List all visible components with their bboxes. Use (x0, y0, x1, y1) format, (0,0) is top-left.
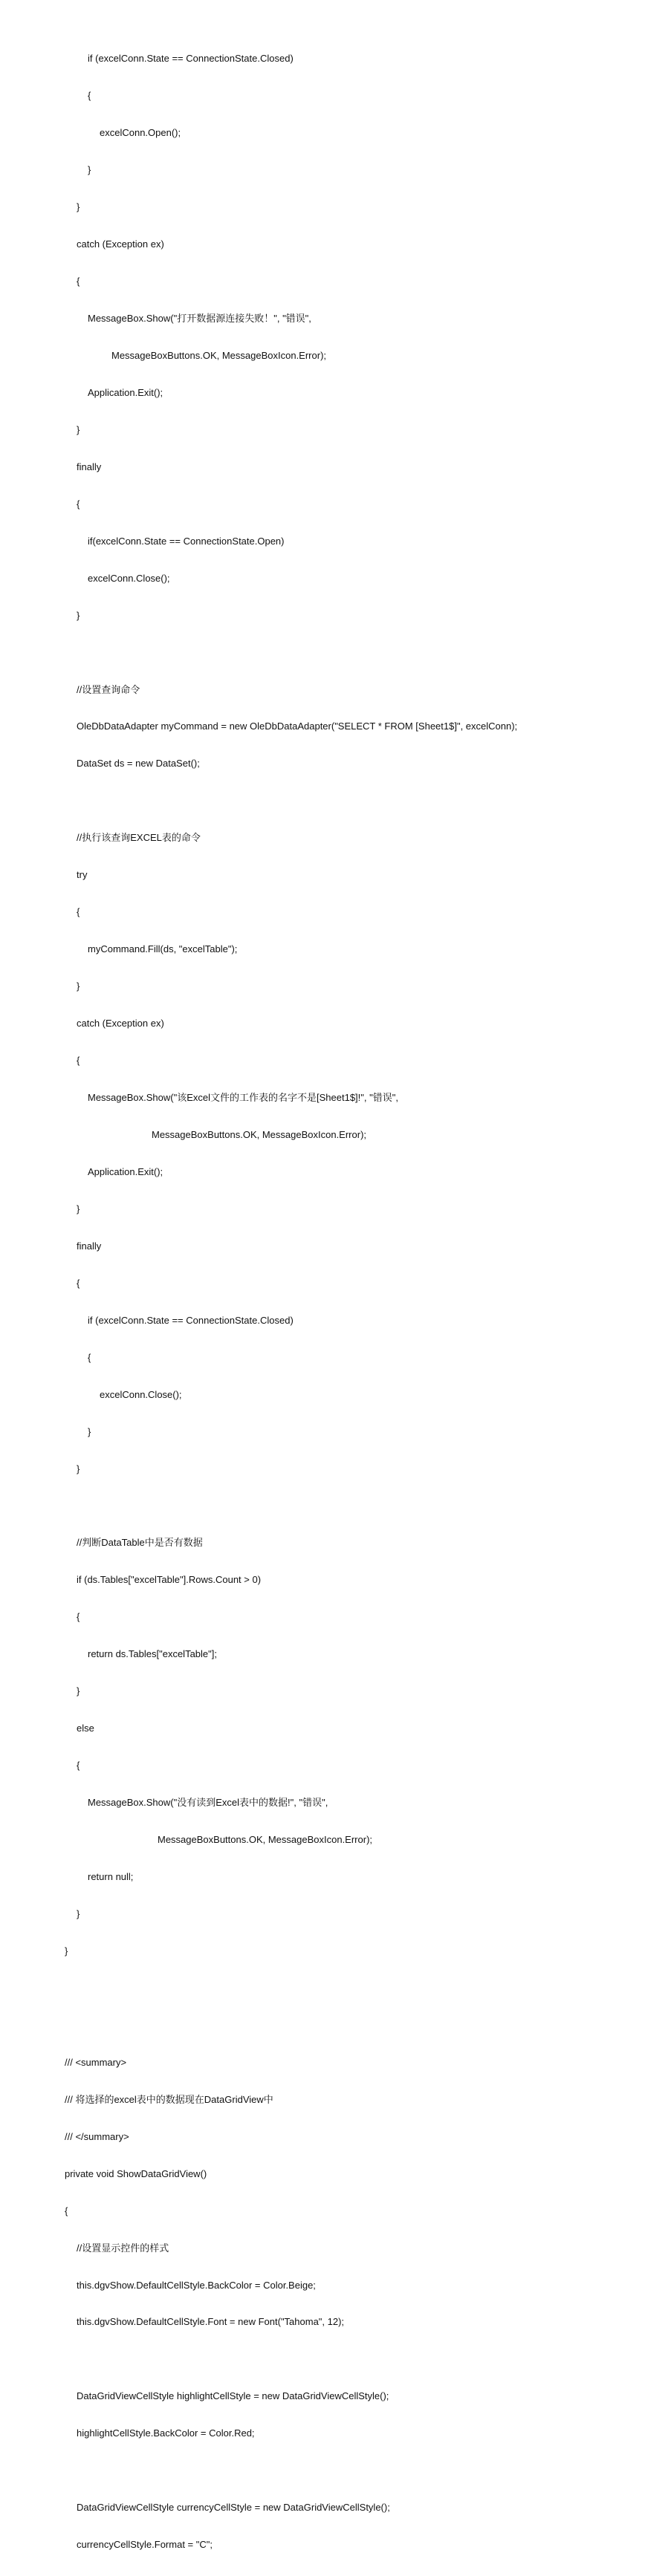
code-line: try (77, 869, 88, 881)
code-line: if (ds.Tables["excelTable"].Rows.Count > 0) (77, 1574, 262, 1586)
code-comment: /// 将选择的excel表中的数据现在DataGridView中 (65, 2093, 273, 2105)
code-line: DataSet ds = new DataSet(); (77, 758, 200, 770)
code-line: if (excelConn.State == ConnectionState.Closed) (88, 53, 294, 65)
code-line: { (77, 498, 80, 510)
code-line: this.dgvShow.DefaultCellStyle.BackColor = Color.Beige; (77, 2279, 316, 2291)
code-line: } (77, 1203, 80, 1214)
code-line: excelConn.Open(); (100, 127, 181, 139)
code-line: return null; (88, 1871, 134, 1883)
code-line: } (77, 201, 80, 213)
code-line: MessageBox.Show("没有读到Excel表中的数据!", "错误", (88, 1797, 328, 1809)
code-line: excelConn.Close(); (100, 1388, 182, 1400)
code-listing (65, 28, 517, 2576)
code-line (65, 2465, 517, 2477)
code-line: else (77, 1723, 94, 1734)
code-line: catch (Exception ex) (77, 1018, 164, 1030)
code-line: excelConn.Close(); (88, 572, 170, 584)
code-comment: /// <summary> (65, 2056, 127, 2068)
code-line (65, 2020, 517, 2032)
code-line: MessageBox.Show("打开数据源连接失败！", "错误", (88, 312, 311, 324)
code-line: { (77, 906, 80, 918)
code-line: finally (77, 1240, 102, 1252)
code-line: catch (Exception ex) (77, 238, 164, 250)
code-line: MessageBoxButtons.OK, MessageBoxIcon.Error); (152, 1128, 367, 1140)
code-line: { (77, 1611, 80, 1623)
code-line (65, 647, 517, 660)
code-line (65, 2353, 517, 2366)
code-line: } (77, 980, 80, 992)
code-comment: //执行该查询EXCEL表的命令 (77, 832, 201, 844)
code-line: } (88, 164, 91, 176)
code-line: OleDbDataAdapter myCommand = new OleDbDataAdapter("SELECT * FROM [Sheet1$]", excelConn); (77, 721, 518, 732)
code-line: } (77, 423, 80, 435)
code-comment: //设置显示控件的样式 (77, 2242, 169, 2254)
code-line: } (77, 1907, 80, 1919)
code-line: currencyCellStyle.Format = "C"; (77, 2539, 213, 2551)
code-line: Application.Exit(); (88, 1165, 163, 1177)
code-line: MessageBox.Show("该Excel文件的工作表的名字不是[Sheet1$]!", "错误", (88, 1092, 398, 1103)
code-line (65, 1983, 517, 1995)
code-line: { (77, 276, 80, 287)
code-line: if (excelConn.State == ConnectionState.Closed) (88, 1314, 294, 1326)
code-line: if(excelConn.State == ConnectionState.Open) (88, 535, 285, 547)
code-line: { (65, 2205, 68, 2216)
code-line: } (77, 1685, 80, 1697)
code-line: MessageBoxButtons.OK, MessageBoxIcon.Error); (158, 1834, 373, 1846)
code-line: } (65, 1945, 68, 1957)
code-line: { (77, 1760, 80, 1772)
code-line: MessageBoxButtons.OK, MessageBoxIcon.Error); (111, 349, 327, 361)
code-line: } (77, 1463, 80, 1474)
code-line: Application.Exit(); (88, 386, 163, 398)
code-line: return ds.Tables["excelTable"]; (88, 1648, 217, 1660)
code-comment: /// </summary> (65, 2130, 129, 2142)
code-line: myCommand.Fill(ds, "excelTable"); (88, 943, 238, 955)
code-line: { (77, 1277, 80, 1289)
code-line (65, 795, 517, 807)
code-line: DataGridViewCellStyle currencyCellStyle = new DataGridViewCellStyle(); (77, 2502, 390, 2514)
code-line: finally (77, 461, 102, 472)
code-line (65, 1500, 517, 1512)
code-line: { (88, 1351, 91, 1363)
code-line: highlightCellStyle.BackColor = Color.Red; (77, 2427, 255, 2439)
code-line: { (88, 90, 91, 102)
code-line: } (88, 1425, 91, 1437)
code-line: DataGridViewCellStyle highlightCellStyle = new DataGridViewCellStyle(); (77, 2390, 389, 2402)
code-comment: //设置查询命令 (77, 683, 140, 695)
code-line: } (77, 609, 80, 621)
code-line: private void ShowDataGridView() (65, 2167, 207, 2179)
code-comment: //判断DataTable中是否有数据 (77, 1537, 203, 1549)
code-line: { (77, 1055, 80, 1067)
code-line: this.dgvShow.DefaultCellStyle.Font = new Font("Tahoma", 12); (77, 2316, 345, 2328)
